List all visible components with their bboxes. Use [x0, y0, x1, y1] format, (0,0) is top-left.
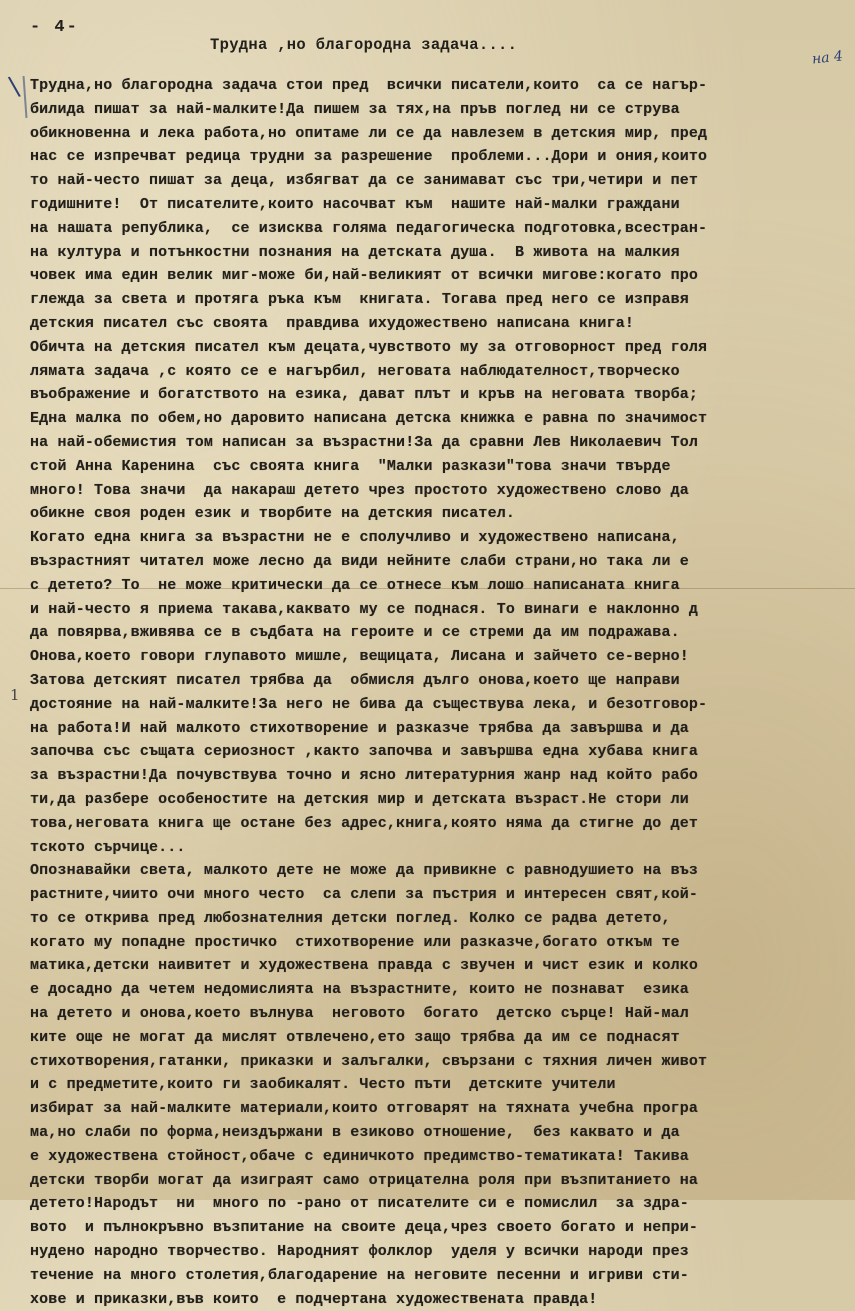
margin-mark: 1 [10, 686, 20, 704]
text-line: обикне своя роден език и творбите на детския писател. [30, 505, 516, 523]
document-title: Трудна ,но благородна задача.... [210, 36, 518, 54]
text-line: ти,да разбере особеностите на детския мир и детската възраст.Не стори ли [30, 790, 689, 808]
text-line: въображение и богатството на езика, дават плът и кръв на неговата творба; [30, 386, 699, 404]
text-line: избират за най-малките материали,които отговарят на тяхната учебна програ [30, 1100, 699, 1118]
text-line: възрастният читател може лесно да види нейните слаби страни,но така ли е [30, 552, 689, 570]
text-line: започва със същата сериозност ,както започва и завършва една хубава книга [30, 743, 699, 761]
text-line: детския писател със своята правдива ихудожествено написана книга! [30, 314, 634, 332]
text-line: и с предметите,които ги заобикалят. Често пъти детските учители [30, 1076, 616, 1094]
text-line: стой Анна Каренина със своята книга "Малки разкази"това значи твърде [30, 457, 671, 475]
handwritten-margin-tick: \ [6, 71, 22, 103]
text-line: стихотворения,гатанки, приказки и залъгалки, свързани с тяхния личен живот [30, 1052, 708, 1070]
handwritten-margin-bracket [23, 76, 28, 118]
text-line: е досадно да четем недомислията на възрастните, които не познават езика [30, 981, 689, 999]
text-line: на култура и потънкостни познания на детската душа. В живота на малкия [30, 243, 680, 261]
text-line: тското сърчице... [30, 838, 186, 856]
text-line: ма,но слаби по форма,неиздържани в езиково отношение, без каквато и да [30, 1124, 680, 1142]
text-line: то най-често пишат за деца, избягват да се занимават със три,четири и пет [30, 172, 699, 190]
text-line: детски творби могат да изиграят само отрицателна роля при възпитанието на [30, 1171, 699, 1189]
text-line: Една малка по обем,но даровито написана детска книжка е равна по значимост [30, 410, 708, 428]
text-line: то се открива пред любознателния детски поглед. Колко се радва детето, [30, 909, 671, 927]
text-line: достояние на най-малките!За него не бива да съществува лека, и безотговор- [30, 695, 708, 713]
text-line: на детето и онова,което вълнува неговото богато детско сърце! Най-мал [30, 1005, 689, 1023]
text-line: лямата задача ,с която се е нагърбил, неговата наблюдателност,творческо [30, 362, 680, 380]
handwritten-margin-note: на 4 [811, 48, 844, 68]
text-line: хове и приказки,във които е подчертана художествената правда! [30, 1290, 598, 1308]
text-line: на най-обемистия том написан за възрастни!За да сравни Лев Николаевич Тол [30, 433, 699, 451]
text-line: вото и пълнокръвно възпитание на своите деца,чрез своето богато и непри- [30, 1219, 699, 1237]
text-line: нудено народно творчество. Народният фолклор уделя у всички народи през [30, 1243, 689, 1261]
text-line: обикновенна и лека работа,но опитаме ли се да навлезем в детския мир, пред [30, 124, 708, 142]
text-line: глежда за света и протяга ръка към книгата. Тогава пред него се изправя [30, 291, 689, 309]
text-line: течение на много столетия,благодарение на неговите песенни и игриви сти- [30, 1266, 689, 1284]
text-line: Опознавайки света, малкото дете не може да привикне с равнодушието на въз [30, 862, 699, 880]
text-line: растните,чиито очи много често са слепи за пъстрия и интересен свят,кой- [30, 886, 699, 904]
body-text [30, 74, 855, 1311]
text-line: Когато една книга за възрастни не е сполучливо и художествено написана, [30, 529, 680, 547]
text-line: много! Това значи да накараш детето чрез простото художествено слово да [30, 481, 689, 499]
text-line: Затова детският писател трябва да обмисля дълго онова,което ще направи [30, 671, 680, 689]
page-number: - 4- [30, 18, 79, 37]
text-line: билида пишат за най-малките!Да пишем за тях,на пръв поглед ни се струва [30, 100, 680, 118]
text-line: е художествена стойност,обаче с единичкото предимство-тематиката! Такива [30, 1147, 689, 1165]
text-line: да повярва,вживява се в съдбата на героите и се стреми да им подражава. [30, 624, 680, 642]
text-line: и най-често я приема такава,каквато му се поднася. То винаги е наклонно д [30, 600, 699, 618]
text-line: Онова,което говори глупавото мишле, вещицата, Лисана и зайчето се-верно! [30, 648, 689, 666]
text-line: ките още не могат да мислят отвлечено,ето защо трябва да им се поднасят [30, 1028, 680, 1046]
text-line: с детето? То не може критически да се отнесе към лошо написаната книга [30, 576, 680, 594]
text-line: годишните! От писателите,които насочват към нашите най-малки граждани [30, 195, 680, 213]
text-line: детето!Народът ни много по -рано от писателите си е помислил за здра- [30, 1195, 689, 1213]
text-line: на работа!И най малкото стихотворение и разказче трябва да завършва и да [30, 719, 689, 737]
text-line: това,неговата книга ще остане без адрес,книга,която няма да стигне до дет [30, 814, 699, 832]
text-line: човек има един велик миг-може би,най-великият от всички мигове:когато про [30, 267, 699, 285]
text-line: когато му попадне простичко стихотворение или разказче,богато откъм те [30, 933, 680, 951]
text-line: матика,детски наивитет и художествена правда с звучен и чист език и колко [30, 957, 699, 975]
text-line: Трудна,но благородна задача стои пред всички писатели,които са се нагър- [30, 77, 708, 94]
text-line: Обичта на детския писател към децата,чувството му за отговорност пред голя [30, 338, 708, 356]
text-line: нас се изпречват редица трудни за разрешение проблеми...Дори и ония,които [30, 148, 708, 166]
text-line: на нашата република, се изисква голяма педагогическа подготовка,всестран- [30, 219, 708, 237]
text-line: за възрастни!Да почувствува точно и ясно литературния жанр над който рабо [30, 767, 699, 785]
